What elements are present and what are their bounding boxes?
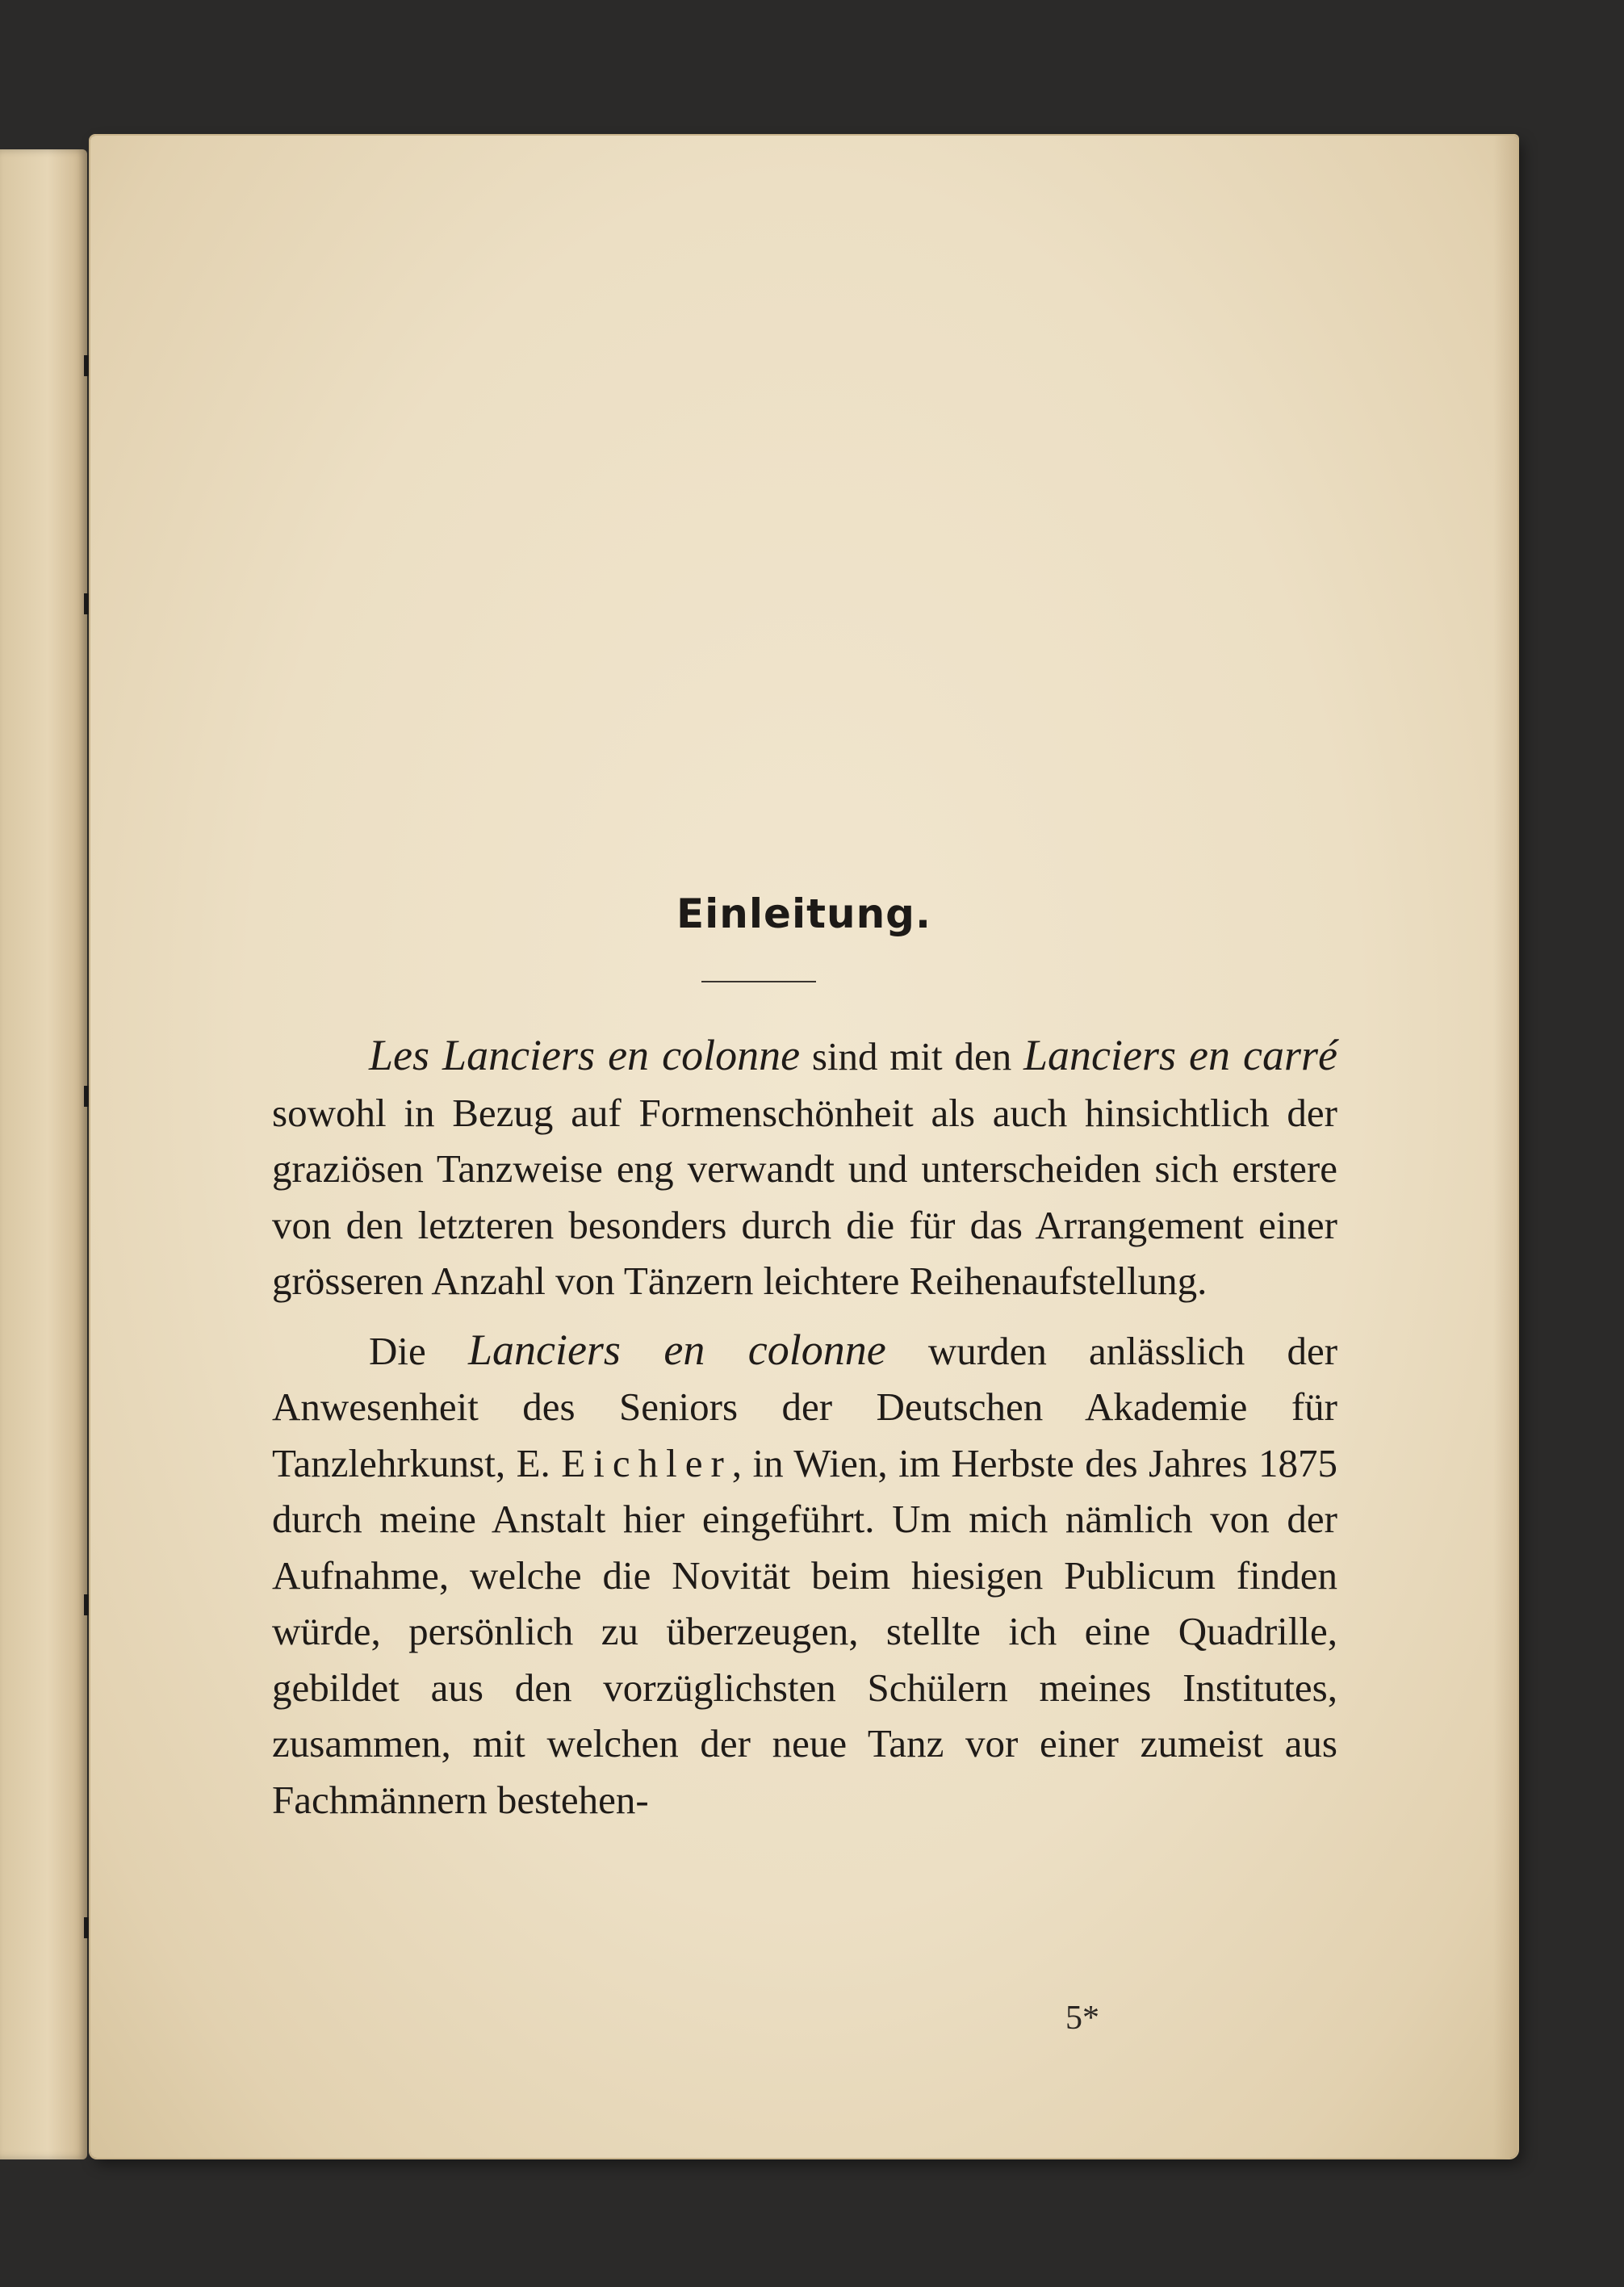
text-segment: wurden anlässlich der Anwesenheit des Seniors der Deutschen Akademie für Tanzlehrkunst, E. <box>272 1328 1338 1485</box>
paragraph <box>272 1322 1337 1828</box>
page-title: Einleitung. <box>676 890 931 937</box>
page-right-edge <box>1493 136 1517 2158</box>
book-page <box>90 136 1517 2158</box>
text-segment: sind mit den <box>800 1034 1023 1079</box>
body-text <box>272 1028 1337 1841</box>
italic-text: Lanciers en carré <box>1023 1031 1337 1079</box>
signature-mark: 5* <box>1065 2000 1099 2037</box>
paragraph <box>272 1028 1337 1309</box>
italic-text: Les Lanciers en colonne <box>369 1031 801 1079</box>
italic-text: Lanciers en colonne <box>467 1325 886 1374</box>
text-segment: sowohl in Bezug auf Formenschönheit als auch hinsichtlich der graziösen Tanzweise eng verwandt und unterscheiden sich erstere von den letzteren besonders durch die für das Arrangement einer grösseren Anzahl von Tänzern leichtere Reihenaufstellung. <box>272 1090 1337 1303</box>
previous-page-edge <box>0 149 87 2159</box>
text-segment: , in Wien, im Herbste des Jahres 1875 durch meine Anstalt hier eingeführt. Um mich nämlich von der Aufnahme, welche die Novität beim hiesigen Publicum finden würde, persönlich zu überzeugen, stellte ich eine Quadrille, gebildet aus den vorzüglichsten Schülern meines Institutes, zusammen, mit welchen der neue Tanz vor einer zumeist aus Fachmännern bestehen- <box>272 1440 1337 1822</box>
text-segment: Die <box>369 1328 468 1373</box>
text-segment: Eichler <box>561 1440 732 1485</box>
title-rule <box>701 981 816 982</box>
